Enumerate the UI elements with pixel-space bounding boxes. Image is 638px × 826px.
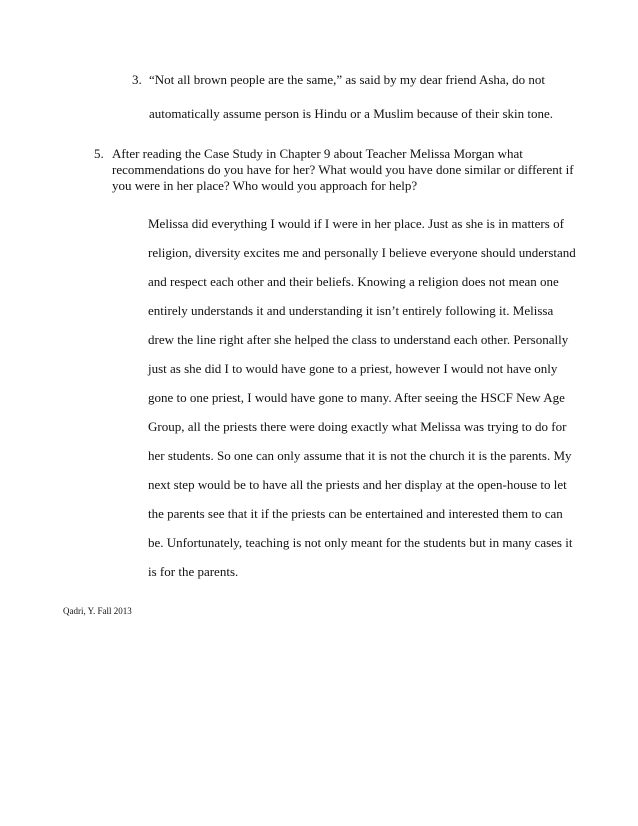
question-number: 5.: [94, 146, 104, 161]
page-footer: Qadri, Y. Fall 2013: [63, 606, 132, 616]
answer-line: drew the line right after she helped the class to understand each other. Personally: [148, 332, 569, 347]
answer-line: be. Unfortunately, teaching is not only meant for the students but in many cases it: [148, 535, 573, 550]
question-line: you were in her place? Who would you approach for help?: [112, 178, 418, 193]
answer-line: next step would be to have all the priests and her display at the open-house to let: [148, 477, 567, 492]
answer-line: Group, all the priests there were doing exactly what Melissa was trying to do for: [148, 419, 567, 434]
answer-line: the parents see that it if the priests can be entertained and interested them to can: [148, 506, 563, 521]
answer-line: her students. So one can only assume that it is not the church it is the parents. My: [148, 448, 572, 463]
question-line: After reading the Case Study in Chapter 9 about Teacher Melissa Morgan what: [112, 146, 523, 161]
answer-line: just as she did I to would have gone to a priest, however I would not have only: [148, 361, 558, 376]
answer-line: gone to one priest, I would have gone to many. After seeing the HSCF New Age: [148, 390, 565, 405]
item-line: automatically assume person is Hindu or a Muslim because of their skin tone.: [149, 106, 553, 121]
question-line: recommendations do you have for her? What would you have done similar or different if: [112, 162, 574, 177]
answer-line: is for the parents.: [148, 564, 239, 579]
list-number: 3.: [132, 72, 142, 87]
answer-line: Melissa did everything I would if I were in her place. Just as she is in matters of: [148, 216, 564, 231]
answer-line: and respect each other and their beliefs. Knowing a religion does not mean one: [148, 274, 559, 289]
answer-line: religion, diversity excites me and personally I believe everyone should understand: [148, 245, 576, 260]
item-line: “Not all brown people are the same,” as said by my dear friend Asha, do not: [149, 72, 546, 87]
answer-line: entirely understands it and understanding it isn’t entirely following it. Melissa: [148, 303, 554, 318]
